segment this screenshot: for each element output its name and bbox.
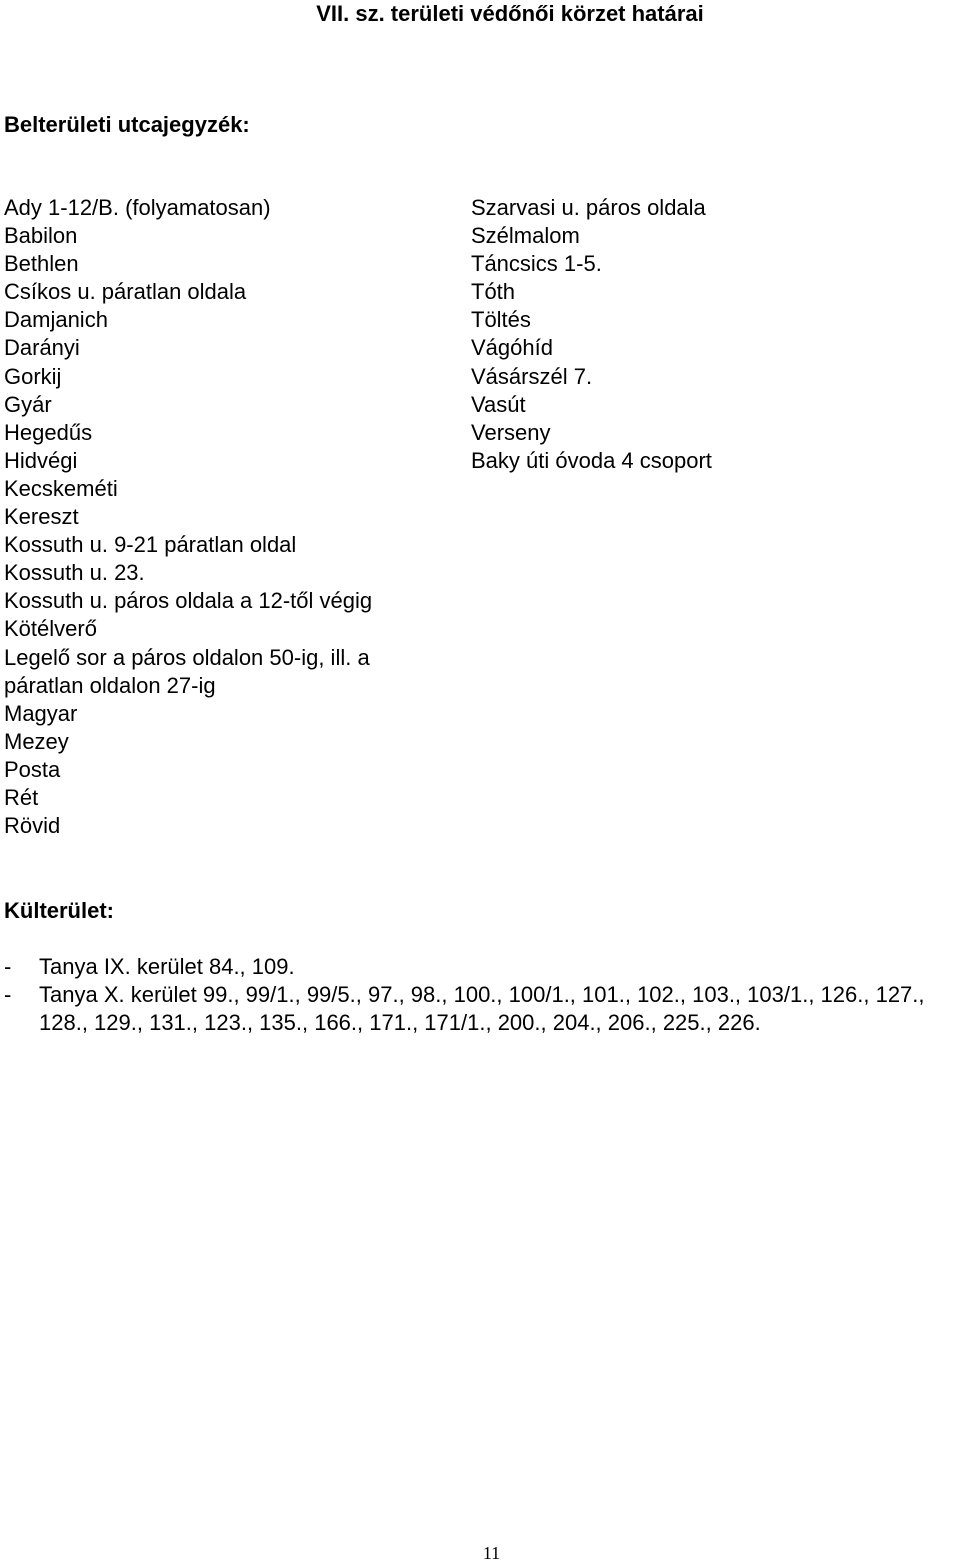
- street-item: Gorkij: [4, 363, 62, 389]
- street-item: Bethlen: [4, 251, 79, 277]
- street-item: Posta: [4, 756, 61, 782]
- street-item: Vásárszél 7.: [471, 363, 593, 389]
- street-item: Hidvégi: [4, 447, 78, 473]
- street-item: Kereszt: [4, 504, 79, 530]
- list-bullet: -: [4, 982, 12, 1008]
- page-number: 11: [482, 1543, 501, 1563]
- street-item: Kossuth u. 23.: [4, 560, 145, 586]
- street-item: Vágóhíd: [471, 335, 553, 361]
- street-item: Verseny: [471, 419, 551, 445]
- street-item: Kossuth u. 9-21 páratlan oldal: [4, 532, 297, 558]
- inner-area-heading: Belterületi utcajegyzék:: [4, 112, 250, 137]
- street-item: Damjanich: [4, 307, 108, 333]
- list-item-text: Tanya IX. kerület 84., 109.: [39, 954, 295, 979]
- street-item: Szélmalom: [471, 223, 580, 249]
- street-item: Szarvasi u. páros oldala: [471, 195, 706, 220]
- street-item: Töltés: [471, 307, 531, 333]
- page-title: VII. sz. területi védőnői körzet határai: [316, 1, 704, 26]
- street-item: Rövid: [4, 813, 61, 839]
- inner-streets-right-column: [471, 194, 712, 475]
- list-item: [4, 981, 934, 1037]
- street-item: Kötélverő: [4, 616, 97, 642]
- street-item: Babilon: [4, 223, 78, 249]
- street-item: Csíkos u. páratlan oldala: [4, 279, 247, 305]
- street-item: Darányi: [4, 335, 80, 361]
- street-item: Gyár: [4, 391, 52, 417]
- list-item: [4, 953, 934, 981]
- street-item: Hegedűs: [4, 419, 93, 445]
- list-item-text: Tanya X. kerület 99., 99/1., 99/5., 97., 98., 100., 100/1., 101., 102., 103., 103/1., 126., 127., 128., 129., 131., 123., 135., 166., 171., 171/1., 200., 204., 206., 225., 226.: [39, 982, 925, 1036]
- street-item: Mezey: [4, 728, 69, 754]
- outer-area-heading: Külterület:: [4, 898, 114, 923]
- outer-area-list: [4, 953, 934, 1038]
- street-item: Legelő sor a páros oldalon 50-ig, ill. a páratlan oldalon 27-ig: [4, 644, 370, 698]
- street-item: Baky úti óvoda 4 csoport: [471, 447, 712, 473]
- list-bullet: -: [4, 954, 12, 979]
- street-item: Rét: [4, 784, 39, 810]
- street-item: Tóth: [471, 279, 516, 305]
- street-item: Ady 1-12/B. (folyamatosan): [4, 195, 271, 220]
- street-item: Kecskeméti: [4, 475, 118, 501]
- street-item: Magyar: [4, 700, 78, 726]
- inner-streets-left-column: [4, 194, 444, 840]
- street-item: Vasút: [471, 391, 526, 417]
- street-item: Táncsics 1-5.: [471, 251, 602, 277]
- street-item: Kossuth u. páros oldala a 12-től végig: [4, 588, 373, 614]
